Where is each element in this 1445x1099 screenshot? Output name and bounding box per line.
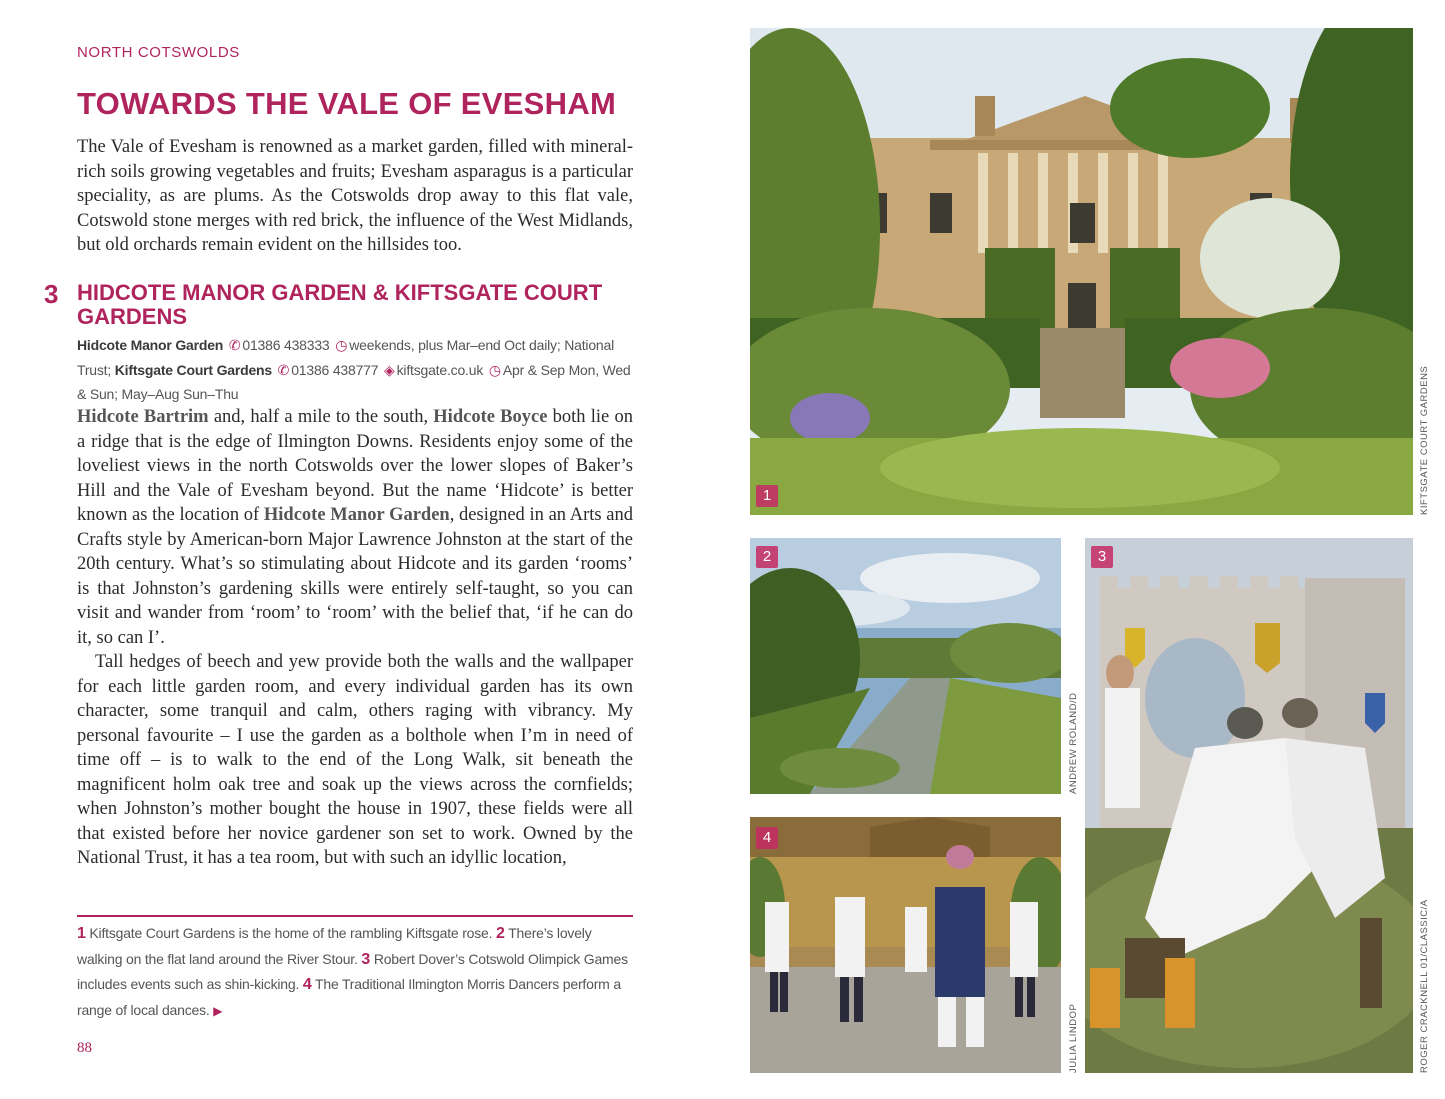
photo-credit: KIFTSGATE COURT GARDENS (1419, 365, 1430, 515)
web-icon: ◈ (384, 361, 395, 378)
kiftsgate-web[interactable]: kiftsgate.co.uk (396, 361, 484, 378)
kiftsgate-phone: 01386 438777 (291, 361, 379, 378)
entry-number: 3 (44, 279, 59, 309)
caption-number: 1 (77, 925, 86, 942)
photo-credit: ANDREW ROLAND/D (1068, 692, 1079, 794)
photo-captions (77, 921, 633, 1023)
body-paragraph-1 (77, 405, 633, 650)
body-text-span: , designed in an Arts and Crafts style by American-born Major Lawrence Johnston at the start of the 20th century. What’s so stimulating about Hidcote and its garden ‘rooms’ is that Johnston’s gardening skills were entirely self-taught, so you can visit and wander from ‘room’ to ‘room’ with the belief that, ‘if he can do it, so can I’. (77, 505, 634, 648)
photo-credit: ROGER CRACKNELL 01/CLASSIC/A (1419, 899, 1430, 1073)
clock-icon: ◷ (335, 337, 348, 353)
visitor-info (77, 333, 637, 407)
photo-river-stour (750, 538, 1061, 794)
photo-kiftsgate-garden (750, 28, 1413, 515)
caption-number: 3 (361, 950, 371, 968)
body-text-span: and, half a mile to the south, (208, 407, 434, 427)
photo-badge: 3 (1091, 546, 1113, 568)
continue-arrow-icon: ▶ (213, 1003, 223, 1018)
hidcote-phone: 01386 438333 (242, 337, 330, 353)
section-intro: The Vale of Evesham is renowned as a market garden, filled with mineral-rich soils growing vegetables and fruits; Evesham asparagus is a particular speciality, as are plums. As the Cotswolds drop away to this flat vale, Cotswold stone merges with red brick, the influence of the West Midlands, but old orchards remain evident on the hillsides too. (77, 137, 633, 255)
place-hidcote-boyce: Hidcote Boyce (433, 407, 548, 427)
clock-icon: ◷ (488, 361, 501, 378)
body-paragraph-2: Tall hedges of beech and yew provide both the walls and the wallpaper for each little garden room, and every individual garden has its own character, some tranquil and calm, others raging with vibrancy. My personal favourite – I use the garden as a bolthole when I’m in need of time off – is to walk to the end of the Long Walk, sit beneath the magnificent holm oak tree and soak up the views across the cornfields; when Johnston’s mother bought the house in 1907, these fields were all that existed before her novice gardener son set to work. Owned by the National Trust, it has a tea room, but with such an idyllic location, (77, 652, 633, 868)
caption-number: 4 (302, 976, 312, 993)
kiftsgate-hours: Apr & Sep Mon, Wed & Sun; May–Aug Sun–Thu (77, 361, 631, 402)
caption-divider (77, 915, 633, 917)
place-hidcote-bartrim: Hidcote Bartrim (77, 407, 209, 427)
body-text-span: both lie on a ridge that is the edge of Ilmington Downs. Residents enjoy some of the loveliest views in the north Cotswolds over the lower slopes of Baker’s Hill and the Vale of Evesham beyond. But the name ‘Hidcote’ is better known as the location of (77, 407, 633, 525)
photo-morris-dancers (750, 817, 1061, 1073)
caption-text: Robert Dover’s Cotswold Olimpick Games includes events such as shin-kicking. (77, 950, 628, 992)
photo-credit: JULIA LINDOP (1068, 1003, 1079, 1073)
caption-text: Kiftsgate Court Gardens is the home of the rambling Kiftsgate rose. (89, 925, 493, 941)
phone-icon: ✆ (228, 337, 241, 353)
place-hidcote-manor-garden: Hidcote Manor Garden (263, 505, 450, 525)
photo-olimpick-games (1085, 538, 1413, 1073)
running-head: NORTH COTSWOLDS (77, 44, 240, 61)
caption-text: The Traditional Ilmington Morris Dancers perform a range of local dances. (77, 976, 621, 1018)
photo-badge: 4 (756, 827, 778, 849)
hidcote-hours: weekends, plus Mar–end Oct daily; National Trust; (77, 337, 614, 378)
section-title: TOWARDS THE VALE OF EVESHAM (77, 86, 617, 121)
phone-icon: ✆ (277, 361, 290, 378)
photo-badge: 1 (756, 485, 778, 507)
entry-body (77, 405, 633, 871)
caption-text: There’s lovely walking on the flat land around the River Stour. (77, 925, 592, 967)
page-number: 88 (77, 1040, 92, 1056)
entry-title: HIDCOTE MANOR GARDEN & KIFTSGATE COURT GARDENS (77, 280, 603, 329)
kiftsgate-name: Kiftsgate Court Gardens (114, 361, 272, 378)
hidcote-name: Hidcote Manor Garden (77, 337, 224, 353)
caption-number: 2 (496, 925, 505, 942)
photo-badge: 2 (756, 546, 778, 568)
